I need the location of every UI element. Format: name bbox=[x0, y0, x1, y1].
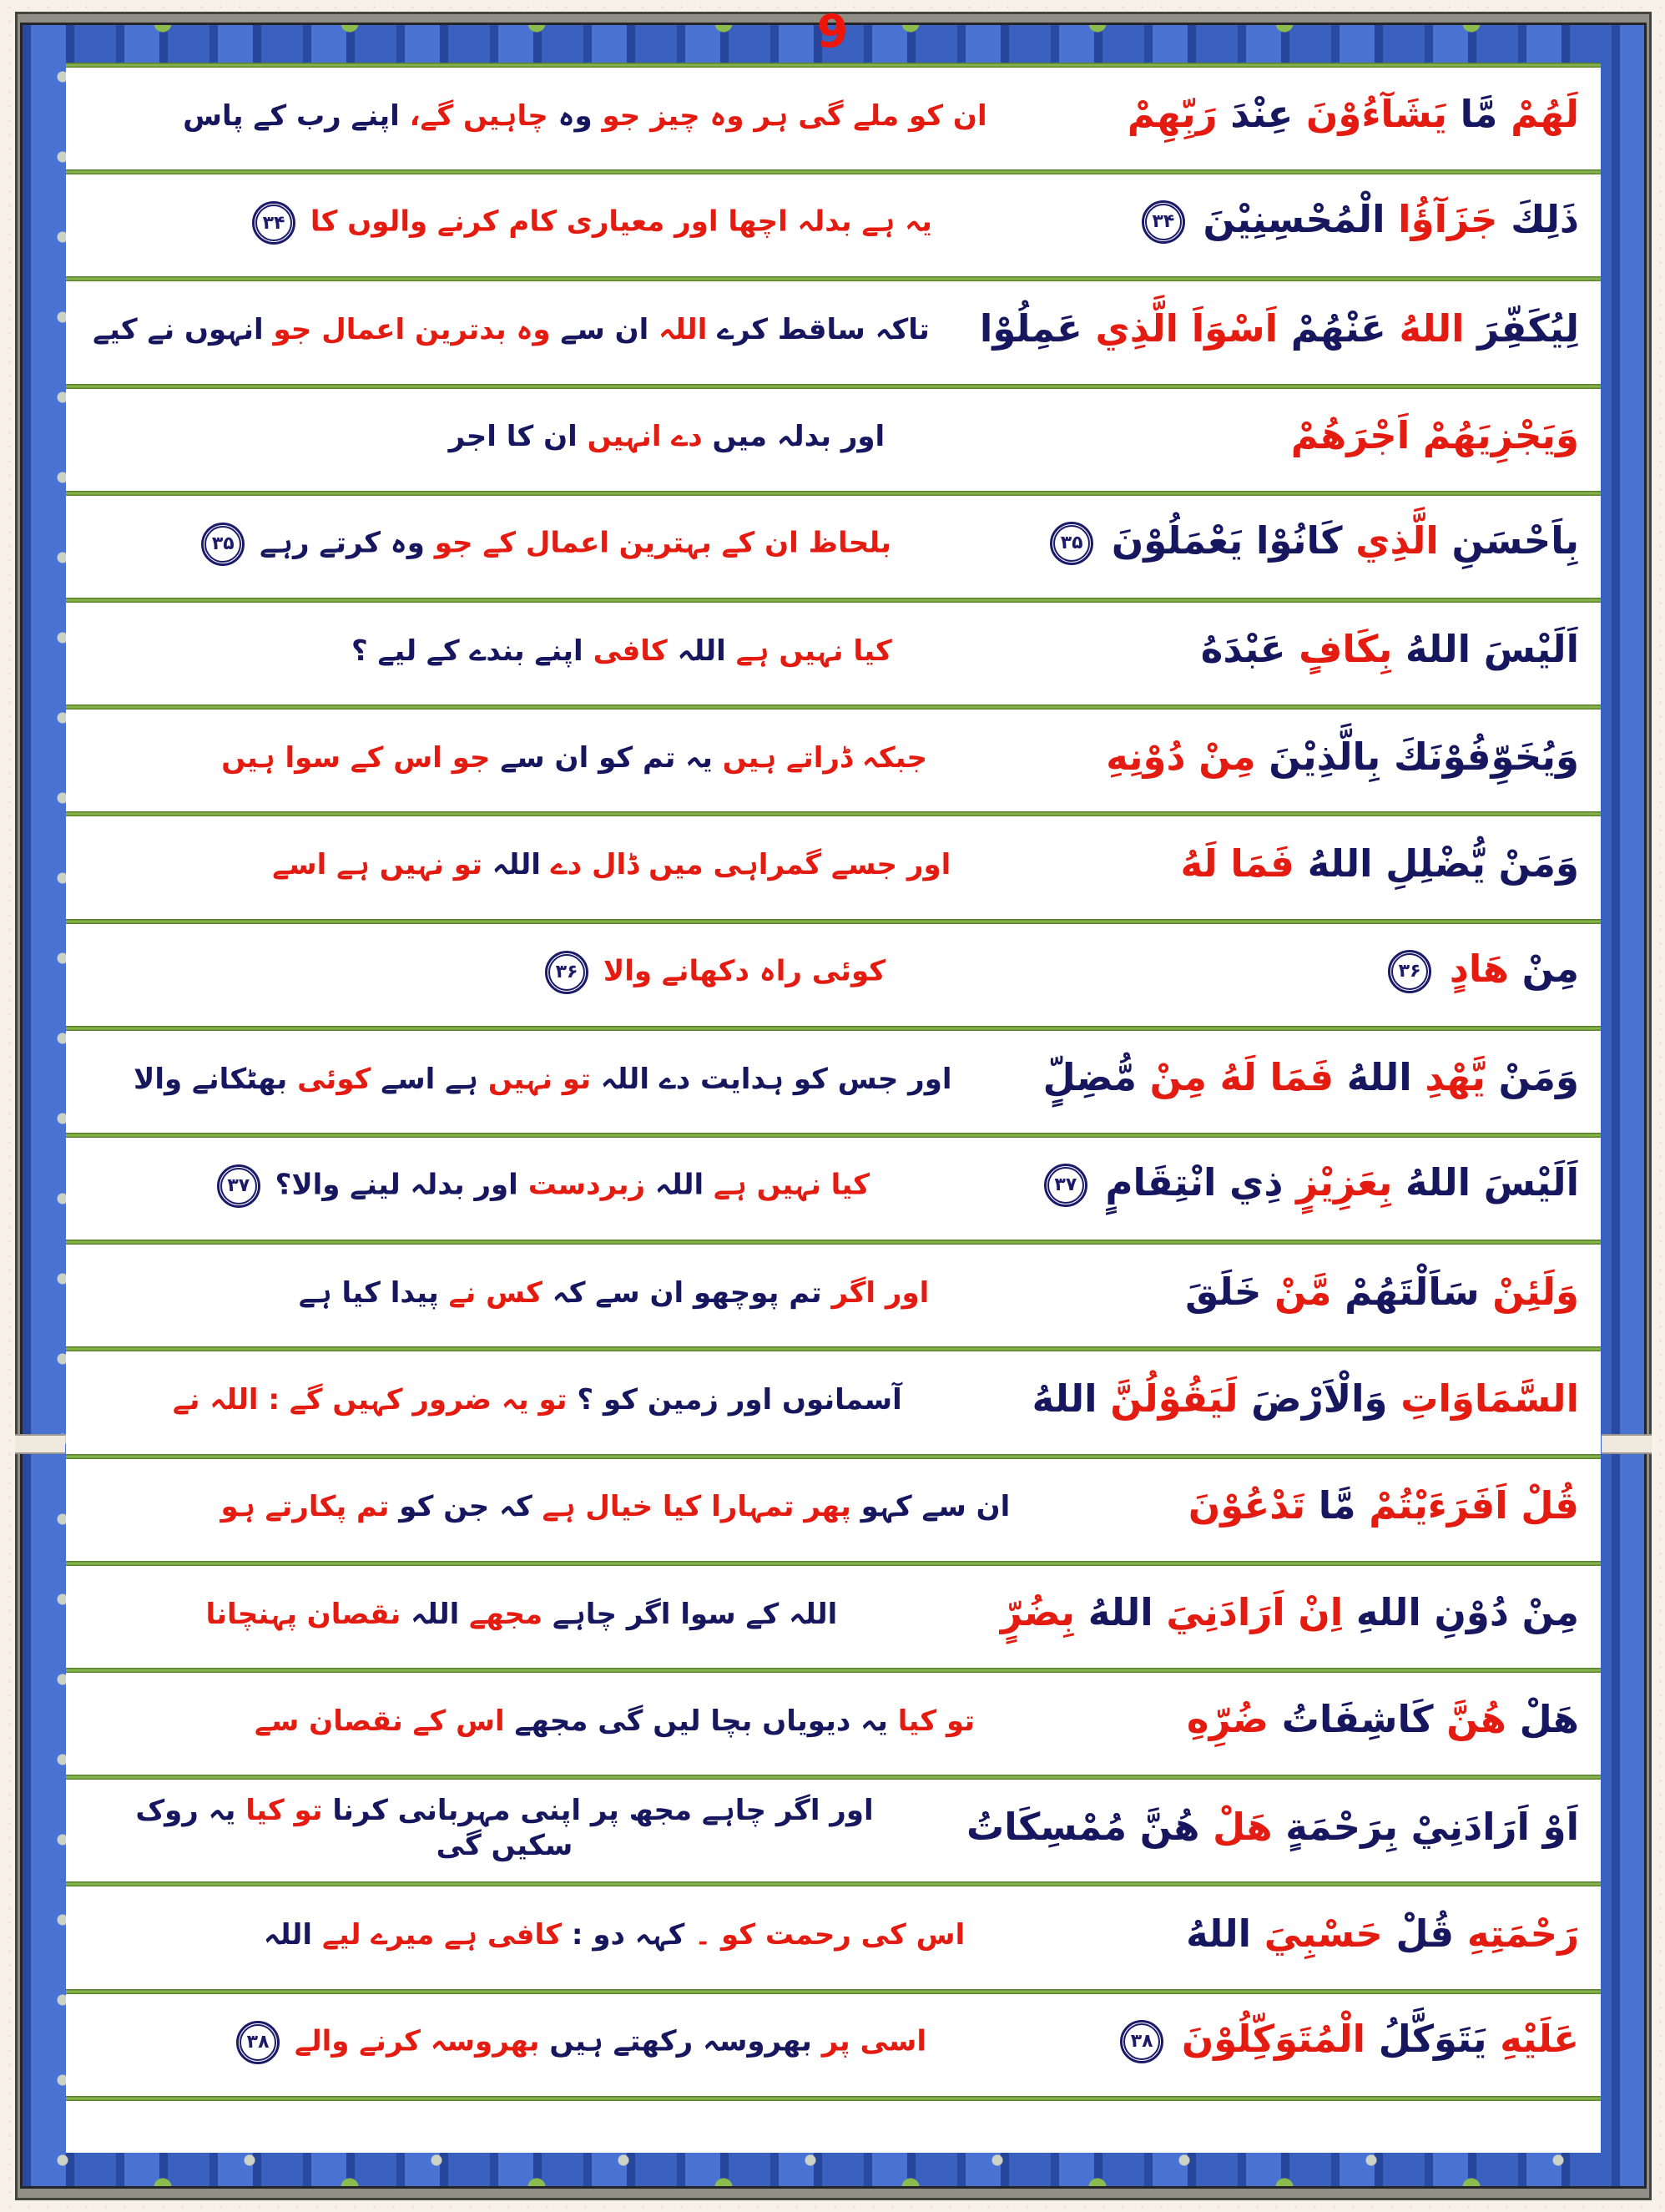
arabic-segment: اللهُ bbox=[1032, 1376, 1097, 1421]
urdu-segment: جو bbox=[452, 741, 491, 775]
urdu-segment: تو کیا bbox=[245, 1793, 323, 1827]
arabic-segment: اَجْرَهُمْ bbox=[1290, 412, 1410, 457]
urdu-segment: کیا نہیں ہے bbox=[713, 1168, 870, 1202]
arabic-segment: كَاشِفَاتُ bbox=[1281, 1697, 1434, 1742]
arabic-segment: يَتَوَكَّلُ bbox=[1378, 2016, 1487, 2061]
verse-row bbox=[66, 1138, 1601, 1240]
page-number: 9 bbox=[816, 5, 849, 58]
urdu-segment: اور اگر bbox=[831, 1276, 930, 1311]
urdu-segment: انہوں نے کیے bbox=[93, 313, 264, 347]
urdu-segment: تو نہیں bbox=[487, 1062, 591, 1096]
urdu-segment: اللہ bbox=[654, 1168, 704, 1202]
urdu-translation bbox=[66, 1793, 938, 1869]
arabic-segment: وَالْاَرْضَ bbox=[1251, 1376, 1388, 1421]
arabic-segment: اللهُ bbox=[1346, 1055, 1412, 1100]
arabic-phrase bbox=[1015, 1057, 1601, 1107]
verse-number-medallion: ۳۶ bbox=[1388, 950, 1431, 993]
urdu-segment: زبردست bbox=[527, 1168, 646, 1202]
urdu-segment: اور اگر چاہے مجھ پر اپنی مہربانی کرنا bbox=[332, 1793, 874, 1827]
arabic-segment: مَّا bbox=[1460, 92, 1498, 137]
page-seam-left bbox=[15, 1434, 65, 1454]
urdu-segment: گمراہی میں ڈال دے bbox=[550, 848, 822, 882]
arabic-segment: السَّمَاوَاتِ bbox=[1400, 1376, 1579, 1421]
urdu-segment: نقصان پہنچانا bbox=[205, 1597, 401, 1631]
arabic-segment: بِرَحْمَةٍ bbox=[1285, 1804, 1398, 1849]
arabic-segment: جَزَآؤُا bbox=[1398, 197, 1498, 242]
arabic-segment: اَلَيْسَ bbox=[1483, 627, 1579, 672]
verse-row bbox=[66, 603, 1601, 705]
arabic-segment: وَيَجْزِيَهُمْ bbox=[1422, 412, 1579, 457]
urdu-segment: اور جسے bbox=[831, 848, 951, 882]
urdu-segment: دے انہیں bbox=[587, 420, 703, 454]
verse-row bbox=[66, 1780, 1601, 1881]
urdu-segment: بھٹکانے والا bbox=[134, 1062, 288, 1096]
empty-row bbox=[66, 2101, 1601, 2153]
urdu-segment: بھروسہ کرنے والے bbox=[294, 2024, 540, 2058]
arabic-phrase bbox=[1004, 1378, 1601, 1428]
arabic-phrase bbox=[1077, 736, 1601, 786]
arabic-phrase bbox=[951, 308, 1601, 358]
arabic-segment: اَسْوَاَ bbox=[1191, 306, 1279, 351]
verse-number-medallion: ۳۵ bbox=[1050, 522, 1093, 565]
urdu-segment: کس نے bbox=[448, 1276, 542, 1311]
urdu-translation bbox=[66, 2021, 1087, 2069]
urdu-segment: وہ بدترین اعمال جو bbox=[273, 313, 551, 347]
verse-row bbox=[66, 1566, 1601, 1668]
arabic-segment: اللهِ bbox=[1355, 1590, 1421, 1635]
urdu-segment: اور جس کو ہدایت دے bbox=[658, 1062, 952, 1096]
arabic-segment: يَّهْدِ bbox=[1425, 1055, 1486, 1100]
urdu-segment: اللہ bbox=[492, 848, 541, 882]
arabic-segment: اللهُ bbox=[1399, 306, 1465, 351]
arabic-segment: هُنَّ bbox=[1139, 1804, 1200, 1849]
urdu-segment: اپنے بندے کے لیے ؟ bbox=[351, 634, 583, 668]
arabic-phrase bbox=[1157, 1271, 1601, 1321]
verse-number-medallion: ۳۷ bbox=[217, 1164, 260, 1208]
arabic-segment: رَبِّهِمْ bbox=[1127, 92, 1218, 137]
arabic-segment: بِعَزِيْزٍ bbox=[1296, 1160, 1393, 1205]
urdu-segment: کیا نہیں ہے bbox=[735, 634, 892, 668]
verse-number-medallion: ۳۸ bbox=[236, 2021, 280, 2064]
verse-row bbox=[66, 1994, 1601, 2096]
arabic-segment: الْمُتَوَكِّلُوْنَ bbox=[1181, 2016, 1366, 2061]
arabic-segment: عَمِلُوْا bbox=[979, 306, 1082, 351]
urdu-segment: اسی پر bbox=[821, 2024, 927, 2058]
arabic-segment: اَوْ اَرَادَنِيْ bbox=[1410, 1804, 1579, 1849]
urdu-segment: یہ دیویاں بچا لیں گی bbox=[598, 1704, 888, 1738]
urdu-translation bbox=[66, 634, 1173, 674]
urdu-segment: بلحاظ ان کے بہترین اعمال کے جو bbox=[434, 526, 891, 560]
arabic-phrase bbox=[1173, 629, 1601, 679]
arabic-segment: بِكَافٍ bbox=[1299, 627, 1393, 672]
urdu-segment: یہ روک سکیں گی bbox=[135, 1793, 573, 1863]
urdu-segment: اس کے سوا ہیں bbox=[221, 741, 442, 775]
urdu-translation bbox=[66, 1382, 1004, 1423]
urdu-segment: یہ ہے بدلہ اچھا اور معیاری کام کرنے والوں کا bbox=[310, 205, 932, 239]
urdu-translation bbox=[66, 1704, 1158, 1745]
verse-number-medallion: ۳۴ bbox=[1142, 200, 1185, 244]
arabic-segment: وَيُخَوِّفُوْنَكَ bbox=[1394, 734, 1579, 779]
urdu-segment: کافی bbox=[593, 634, 668, 668]
verse-row bbox=[66, 1673, 1601, 1775]
arabic-segment: مَّا bbox=[1318, 1482, 1356, 1528]
arabic-segment: اِنْ اَرَادَنِيَ bbox=[1166, 1590, 1344, 1635]
arabic-segment: عَبْدَهُ bbox=[1200, 627, 1286, 672]
arabic-segment: هَلْ bbox=[1519, 1697, 1579, 1742]
verse-row bbox=[66, 496, 1601, 598]
arabic-segment: عِنْدَ bbox=[1230, 92, 1294, 137]
verse-number-medallion: ۳۵ bbox=[201, 523, 245, 566]
arabic-segment: فَمَا لَهُ bbox=[1219, 1055, 1335, 1100]
arabic-segment: اَلَيْسَ bbox=[1483, 1160, 1579, 1205]
urdu-segment: ان سے bbox=[560, 313, 649, 347]
arabic-segment: هُنَّ bbox=[1446, 1697, 1506, 1742]
arabic-segment: ذِي bbox=[1229, 1160, 1284, 1205]
verse-number-medallion: ۳۶ bbox=[545, 951, 588, 994]
urdu-translation bbox=[66, 1164, 1011, 1213]
arabic-segment: يَشَآءُوْنَ bbox=[1306, 92, 1447, 137]
urdu-segment: کوئی bbox=[811, 954, 886, 988]
urdu-segment: اگر چاہے bbox=[552, 1597, 671, 1631]
urdu-segment: تاکہ ساقط کرے bbox=[717, 313, 930, 347]
arabic-segment: دُوْنِهِ bbox=[1106, 734, 1186, 779]
arabic-segment: قُلْ bbox=[1395, 1911, 1455, 1956]
arabic-segment: اللهُ bbox=[1405, 1160, 1471, 1205]
arabic-segment: تَدْعُوْنَ bbox=[1188, 1482, 1306, 1528]
urdu-translation bbox=[66, 740, 1077, 781]
urdu-segment: تم پکارتے ہو bbox=[220, 1490, 390, 1524]
urdu-segment: اللہ نے bbox=[172, 1383, 259, 1417]
verse-row bbox=[66, 174, 1601, 276]
arabic-segment: بِضُرٍّ bbox=[1000, 1590, 1076, 1635]
arabic-segment: مِنْ bbox=[1521, 946, 1579, 991]
verse-row bbox=[66, 281, 1601, 383]
arabic-segment: هَلْ bbox=[1213, 1804, 1273, 1849]
arabic-segment: كَانُوْا bbox=[1255, 518, 1343, 563]
arabic-phrase bbox=[1263, 412, 1601, 465]
verse-row bbox=[66, 710, 1601, 811]
verse-row bbox=[66, 1351, 1601, 1453]
arabic-segment: انْتِقَامٍ bbox=[1105, 1160, 1217, 1205]
urdu-translation bbox=[66, 201, 1108, 250]
arabic-segment: اللهُ bbox=[1307, 841, 1373, 886]
arabic-segment: الْمُحْسِنِيْنَ bbox=[1203, 197, 1385, 242]
urdu-segment: پھر تمہارا کیا خیال ہے bbox=[542, 1490, 851, 1524]
urdu-translation bbox=[66, 951, 1355, 999]
arabic-segment: لِيُكَفِّرَ bbox=[1477, 306, 1579, 351]
urdu-segment: تو کیا bbox=[897, 1704, 976, 1738]
arabic-segment: رَحْمَتِهِ bbox=[1466, 1911, 1579, 1956]
arabic-segment: حَسْبِيَ bbox=[1264, 1911, 1383, 1956]
urdu-segment: وہ bbox=[558, 98, 593, 133]
urdu-segment: وہ کرتے رہے bbox=[260, 526, 425, 560]
urdu-segment: چاہیں گے، bbox=[409, 98, 548, 133]
arabic-phrase bbox=[1017, 520, 1601, 573]
urdu-segment: کافی ہے میرے لیے bbox=[321, 1918, 563, 1952]
arabic-segment: مِنْ bbox=[1149, 1055, 1207, 1100]
urdu-segment: اللہ bbox=[600, 1062, 649, 1096]
arabic-segment: الَّذِي bbox=[1095, 306, 1179, 351]
urdu-segment: کوئی bbox=[297, 1062, 371, 1096]
urdu-segment: اللہ bbox=[411, 1597, 460, 1631]
urdu-segment: تم پوچھو ان سے کہ bbox=[552, 1276, 822, 1311]
arabic-phrase bbox=[1158, 1913, 1601, 1963]
verse-number-medallion: ۳۷ bbox=[1044, 1164, 1087, 1207]
urdu-segment: اللہ bbox=[658, 313, 708, 347]
arabic-segment: مَّنْ bbox=[1274, 1269, 1332, 1314]
arabic-segment: اَفَرَءَيْتُمْ bbox=[1369, 1482, 1508, 1528]
arabic-segment: ذَلِكَ bbox=[1511, 197, 1579, 242]
urdu-segment: اللہ کے سوا bbox=[680, 1597, 838, 1631]
arabic-segment: لَيَقُوْلُنَّ bbox=[1110, 1376, 1239, 1421]
arabic-phrase bbox=[1158, 1699, 1601, 1749]
arabic-segment: مِنْ bbox=[1198, 734, 1256, 779]
arabic-segment: اللهُ bbox=[1186, 1911, 1252, 1956]
arabic-segment: يَعْمَلُوْنَ bbox=[1111, 518, 1244, 563]
arabic-phrase bbox=[1011, 1162, 1601, 1215]
urdu-segment: راہ دکھانے والا bbox=[603, 954, 802, 988]
arabic-segment: مِنْ دُوْنِ bbox=[1434, 1590, 1579, 1635]
arabic-segment: هَادٍ bbox=[1449, 946, 1509, 991]
arabic-segment: الَّذِي bbox=[1355, 518, 1439, 563]
urdu-segment: ان کو ملے گی ہر وہ چیز جو bbox=[602, 98, 987, 133]
urdu-segment: اور بدلہ میں bbox=[712, 420, 885, 454]
urdu-segment: ان کا اجر bbox=[448, 420, 578, 454]
arabic-segment: قُلْ bbox=[1521, 1482, 1579, 1528]
urdu-translation bbox=[66, 1917, 1158, 1958]
arabic-segment: خَلَقَ bbox=[1185, 1269, 1262, 1314]
urdu-translation bbox=[66, 312, 951, 353]
arabic-phrase bbox=[972, 1592, 1601, 1642]
urdu-segment: اللہ bbox=[263, 1918, 313, 1952]
arabic-segment: وَمَنْ bbox=[1498, 841, 1579, 886]
arabic-segment: سَاَلْتَهُمْ bbox=[1345, 1269, 1480, 1314]
urdu-segment: اپنے رب کے پاس bbox=[183, 98, 400, 133]
urdu-translation bbox=[66, 98, 1099, 139]
arabic-phrase bbox=[1153, 843, 1602, 893]
urdu-segment: اللہ bbox=[677, 634, 726, 668]
arabic-segment: مُمْسِكَاتُ bbox=[966, 1804, 1128, 1849]
verse-row bbox=[66, 1886, 1601, 1988]
page-seam-right bbox=[1602, 1434, 1652, 1454]
urdu-segment: یہ تم کو ان سے bbox=[500, 741, 713, 775]
arabic-phrase bbox=[1160, 1482, 1601, 1535]
urdu-translation bbox=[66, 1597, 972, 1638]
urdu-segment: آسمانوں اور زمین کو ؟ bbox=[577, 1383, 902, 1417]
urdu-translation bbox=[66, 1275, 1157, 1316]
urdu-segment: مجھے bbox=[469, 1597, 543, 1631]
urdu-segment: اس کے نقصان سے bbox=[254, 1704, 505, 1738]
arabic-segment: بِالَّذِيْنَ bbox=[1269, 734, 1381, 779]
urdu-translation bbox=[66, 523, 1017, 571]
urdu-segment: بھروسہ رکھتے ہیں bbox=[549, 2024, 812, 2058]
arabic-phrase bbox=[1087, 2018, 1601, 2072]
arabic-segment: اللهُ bbox=[1405, 627, 1471, 672]
urdu-segment: کہ جن کو bbox=[399, 1490, 532, 1524]
verse-table bbox=[66, 63, 1601, 2153]
urdu-translation bbox=[66, 847, 1153, 888]
arabic-segment: عَنْهُمْ bbox=[1290, 306, 1386, 351]
urdu-translation bbox=[66, 1489, 1160, 1530]
arabic-phrase bbox=[938, 1806, 1601, 1856]
urdu-translation bbox=[66, 419, 1263, 460]
arabic-segment: وَلَئِنْ bbox=[1492, 1269, 1579, 1314]
arabic-segment: مُّضِلٍّ bbox=[1042, 1055, 1137, 1100]
arabic-phrase bbox=[1355, 948, 1601, 1002]
verse-row bbox=[66, 389, 1601, 491]
urdu-segment: تو یہ ضرور کہیں گے : bbox=[268, 1383, 568, 1417]
arabic-segment: يُّضْلِلِ bbox=[1385, 841, 1486, 886]
urdu-segment: اس کی رحمت کو ۔ bbox=[694, 1918, 966, 1952]
verse-row bbox=[66, 1459, 1601, 1561]
urdu-segment: جبکہ ڈراتے ہیں bbox=[722, 741, 928, 775]
verse-row bbox=[66, 924, 1601, 1026]
verse-row bbox=[66, 816, 1601, 918]
verse-row bbox=[66, 1245, 1601, 1346]
verse-number-medallion: ۳۴ bbox=[252, 201, 295, 245]
verse-row bbox=[66, 68, 1601, 169]
urdu-segment: مجھے bbox=[514, 1704, 588, 1738]
arabic-segment: ضُرِّهِ bbox=[1187, 1697, 1269, 1742]
urdu-translation bbox=[66, 1062, 1015, 1103]
urdu-segment: ہے اسے bbox=[381, 1062, 478, 1096]
urdu-segment: ان سے کہو bbox=[860, 1490, 1011, 1524]
verse-number-medallion: ۳۸ bbox=[1120, 2020, 1163, 2063]
arabic-phrase bbox=[1108, 199, 1601, 252]
arabic-segment: وَمَنْ bbox=[1498, 1055, 1579, 1100]
arabic-segment: عَلَيْهِ bbox=[1500, 2016, 1579, 2061]
urdu-segment: اور بدلہ لینے والا؟ bbox=[275, 1168, 518, 1202]
urdu-segment: تو نہیں ہے اسے bbox=[272, 848, 482, 882]
verse-row bbox=[66, 1031, 1601, 1133]
arabic-phrase bbox=[1099, 93, 1601, 144]
urdu-segment: کہہ دو : bbox=[571, 1918, 685, 1952]
arabic-segment: اللهُ bbox=[1087, 1590, 1153, 1635]
urdu-segment: پیدا کیا ہے bbox=[298, 1276, 439, 1311]
arabic-segment: فَمَا لَهُ bbox=[1180, 841, 1294, 886]
arabic-segment: لَهُمْ bbox=[1511, 92, 1579, 137]
arabic-segment: بِاَحْسَنِ bbox=[1451, 518, 1579, 563]
